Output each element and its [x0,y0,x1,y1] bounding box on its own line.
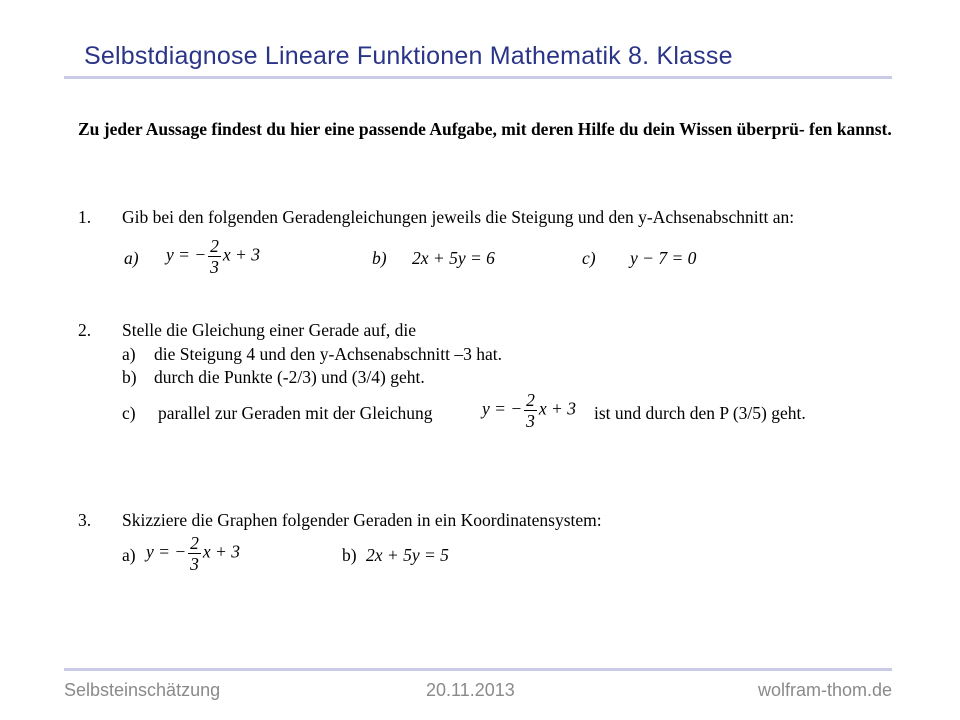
footer-left: Selbsteinschätzung [64,680,221,700]
fraction [188,533,201,574]
q3-a-label: a) [122,545,136,565]
q1-text: Gib bei den folgenden Geradengleichungen jeweils die Steigung und den y-Achsenabschnitt an: [122,207,795,227]
q3-a-rhs: x + 3 [202,541,240,562]
q1-a-rhs: x + 3 [222,244,260,265]
q1-b-equation: 2x + 5y = 6 [412,248,495,268]
q2-a-label: a) [122,344,136,364]
fraction-denominator: 3 [210,257,219,277]
fraction-numerator: 2 [526,390,535,410]
fraction [524,390,537,431]
q2-b-text: durch die Punkte (-2/3) und (3/4) geht. [154,367,425,387]
slide-title: Selbstdiagnose Lineare Funktionen Mathematik 8. Klasse [84,42,733,70]
q3-text: Skizziere die Graphen folgender Geraden in ein Koordinatensystem: [122,510,602,530]
q3-a-equation [146,533,240,574]
q2-c-text1: parallel zur Geraden mit der Gleichung [158,403,433,423]
q2-c-text2: ist und durch den P (3/5) geht. [594,403,806,423]
fraction-denominator: 3 [526,411,535,431]
q1-b-label: b) [372,248,387,268]
q1-number: 1. [78,207,92,227]
q2-c-label: c) [122,403,136,423]
fraction-denominator: 3 [190,554,199,574]
q2-number: 2. [78,320,92,340]
q3-number: 3. [78,510,92,530]
q2-text: Stelle die Gleichung einer Gerade auf, die [122,320,416,340]
fraction [208,236,221,277]
title-divider [64,76,892,79]
q2-c-lhs: y = − [482,398,523,419]
q1-a-lhs: y = − [166,244,207,265]
q2-c-equation [482,390,576,431]
q1-c-equation: y − 7 = 0 [630,248,697,268]
q2-b-label: b) [122,367,137,387]
intro-text: Zu jeder Aussage findest du hier eine passende Aufgabe, mit deren Hilfe du dein Wissen überprü- fen kannst. [78,119,892,139]
q1-a-equation [166,236,260,277]
q3-a-lhs: y = − [146,541,187,562]
footer-date: 20.11.2013 [426,680,515,700]
fraction-numerator: 2 [190,533,199,553]
footer-website: wolfram-thom.de [757,680,892,700]
footer-divider [64,668,892,671]
q1-a-label: a) [124,248,139,268]
q3-b-equation: 2x + 5y = 5 [366,545,449,565]
q2-a-text: die Steigung 4 und den y-Achsenabschnitt –3 hat. [154,344,502,364]
q2-c-rhs: x + 3 [538,398,576,419]
q1-c-label: c) [582,248,596,268]
fraction-numerator: 2 [210,236,219,256]
q3-b-label: b) [342,545,357,565]
